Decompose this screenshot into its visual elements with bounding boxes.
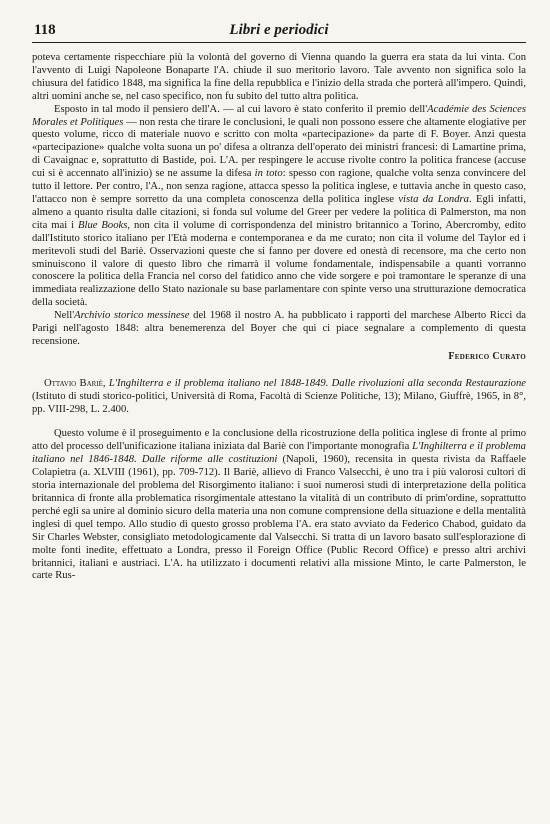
italic-run: L'Inghilterra e il problema italiano nel 1846-1848. Dalle riforme alle costituzioni <box>32 441 526 466</box>
review2-heading: Ottavio Bariè, L'Inghilterra e il problema italiano nel 1848-1849. Dalle rivoluzioni alla seconda Restaurazione (Istituto di studi storico-politici, Università di Roma, Facoltà di Scienze Politiche, 13); Milano, Giuffrè, 1965, in 8°, pp. VIII-298, L. 2.400. <box>32 377 526 415</box>
text-run: (Napoli, 1960), recensita in questa rivista da Raffaele Colapietra (a. XLVIII (1961), pp. 709-712). Il Bariè, allievo di Franco Valsecchi, è uno tra i più valorosi cultori di storia internazionale del problema del Risorgimento italiano: i suoi numerosi studi di interpretazione della politica britannica di fronte alla problematica risorgimentale attestano la vitalità di un contributo di prim'ordine, soprattutto perché egli sa unire al dominio sicuro della materia una non comune comprensione della situazione e della mentalità inglesi di quel tempo. Allo studio di questo grosso problema l'A. era stato avviato da Federico Chabod, guidato da Sir Charles Webster, consigliato metodologicamente dal Valsecchi. Si tratta di un lavoro basato sull'esplorazione di molte fonti inedite, effettuato a Londra, presso il Foreign Office (Public Record Office) e presso altri archivi britannici, italiani e austriaci. L'A. ha utilizzato i documenti relativi alla missione Minto, le carte Palmerston, le carte Rus- <box>32 454 526 582</box>
text-run: , non cita il volume di corrispondenza del ministro britannico a Torino, Abercromby, edito dall'Istituto storico italiano per l'Età moderna e contemporanea e da me curato; non cita il volume del Taylor ed i meritevoli studi del Bariè. Osservazioni queste che si fanno per dovere ed onestà di recensore, ma che certo non sminuiscono il valore di questo libro che rimarrà il volume fondamentale, indispensabile a quanti vorranno conoscere la politica della Francia nel corso del fatidico anno che vide sorgere e poi tramontare le speranze di una immediata realizzazione dello Stato nazionale su base parlamentare con spinte verso una strutturazione democratica della società. <box>32 219 526 309</box>
reviewer-signature: Federico Curato <box>448 350 526 362</box>
page-header <box>32 22 526 43</box>
review2-body <box>32 428 526 583</box>
review2-author: Ottavio Bariè <box>44 377 103 389</box>
italic-run: Archivio storico messinese <box>74 310 190 322</box>
italic-run: Académie des Sciences Morales et Politiques <box>32 103 526 128</box>
review2-title: L'Inghilterra e il problema italiano nel 1848-1849. Dalle rivoluzioni alla seconda Restaurazione <box>108 377 526 389</box>
page-body <box>32 52 526 583</box>
italic-run: Blue Books <box>78 219 128 231</box>
review2-publication: (Istituto di studi storico-politici, Università di Roma, Facoltà di Scienze Politiche, 13); Milano, Giuffrè, 1965, in 8°, pp. VIII-298, L. 2.400. <box>32 390 526 415</box>
text-run: Esposto in tal modo il pensiero dell'A. — al cui lavoro è stato conferito il premio dell' <box>54 103 428 115</box>
page-number: 118 <box>34 22 56 38</box>
text-run: del 1968 il nostro A. ha pubblicato i rapporti del marchese Alberto Ricci da Parigi nell'agosto 1848: altra benemerenza del Boyer che qui ci piace segnalare a complemento di questa recensione. <box>32 310 526 347</box>
text-run: Nell' <box>54 310 75 322</box>
text-run: . Egli infatti, almeno a quanto risulta dalle citazioni, si fonda sul volume del Greer per vedere la politica di Palmerston, ma non cita mai i <box>32 193 526 231</box>
running-title: Libri e periodici <box>229 22 329 38</box>
review1-paragraph-3 <box>32 310 526 349</box>
italic-run: in toto <box>254 168 283 180</box>
text-run: — non resta che tirare le conclusioni, le quali non possono essere che altamente elogiative per questo volume, ricco di materiale nuovo e scritto con molta «partecipazione» da parte di F. Boyer. Anzi questa «partecipazione» qualche volta suona un po' difesa a oltranza dell'operato dei ministri francesi: di Lamartine prima, di Cavaignac e, soprattutto di Bastide, poi. L'A. per respingere le accuse rivolte contro la politica francese (accuse cui si è accennato all'inizio) se ne assume la difesa <box>32 116 526 180</box>
text-run: : spesso con ragione, qualche volta senza convincere del tutto il lettore. Per contro, l'A., non senza ragione, attacca spesso la politica inglese, e tuttavia anche in questo caso, l'attacco non è sempre sorretto da una completa conoscenza della politica inglese <box>32 168 527 205</box>
review1-paragraph-1: poteva certamente rispecchiare più la volontà del governo di Vienna quando la guerra era stata da lui vinta. Con l'avvento di Luigi Napoleone Bonaparte l'A. chiude il suo meritorio lavoro. Tale avvento non significa solo la chiusura del fatidico 1848, ma significa la fine della repubblica e l'inizio della strada che porterà all'impero. Quindi, altri uomini anche se, nel caso specifico, non fu subito del tutto altra politica. <box>32 52 526 102</box>
review1-paragraph-2 <box>32 104 526 311</box>
italic-run: vista da Londra <box>398 193 469 205</box>
text-run: Questo volume è il proseguimento e la conclusione della ricostruzione della politica inglese di fronte al primo atto del processo dell'unificazione italiana iniziata dal Bariè con l'importante monografia <box>32 428 526 453</box>
